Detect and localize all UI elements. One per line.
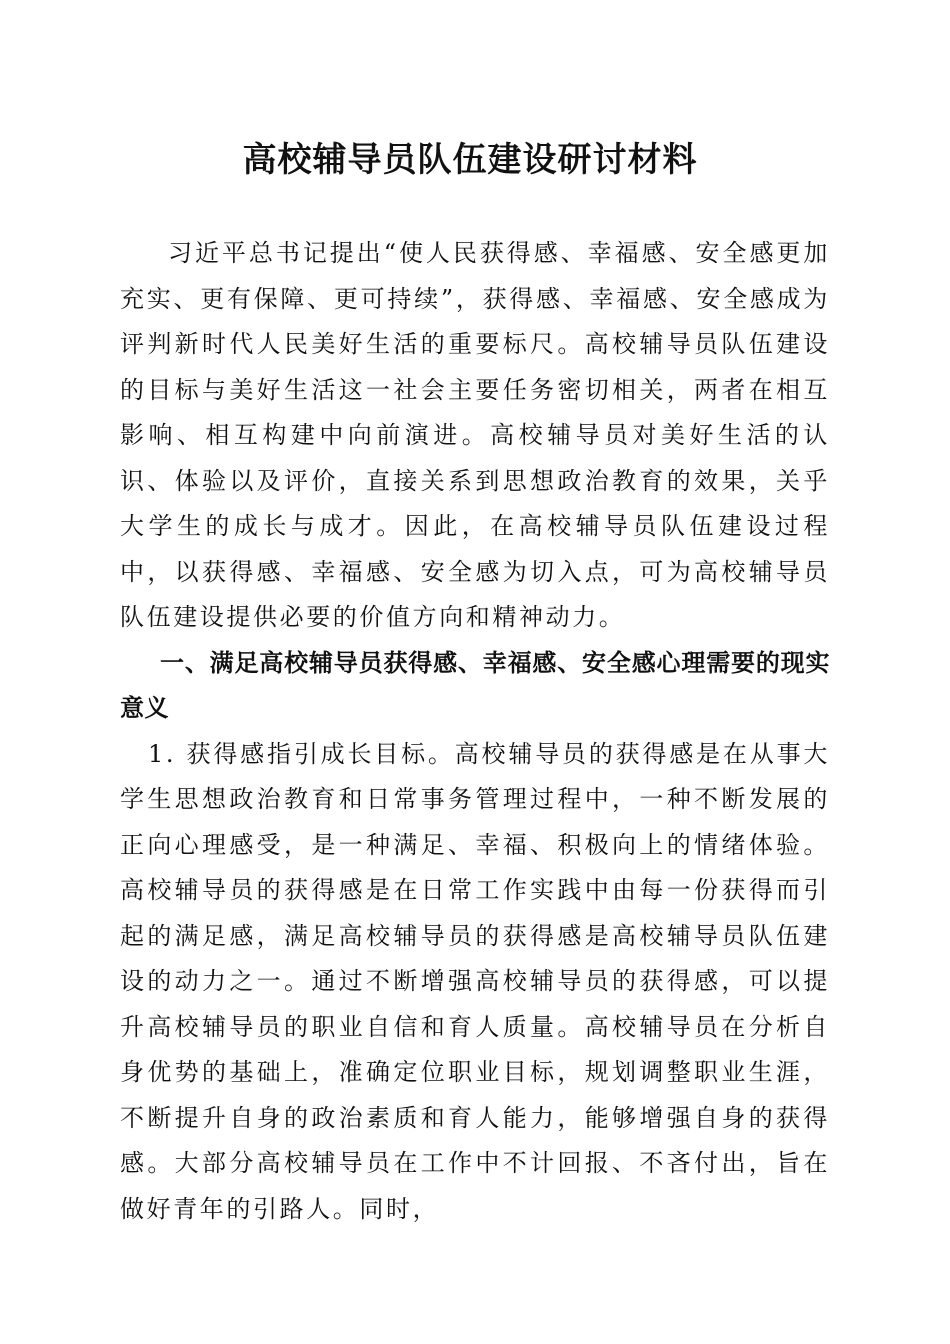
document-title: 高校辅导员队伍建设研讨材料 [242, 140, 698, 180]
section-1-item-1-paragraph: 1. 获得感指引成长目标。高校辅导员的获得感是在从事大学生思想政治教育和日常事务管理过程中，一种不断发展的正向心理感受，是一种满足、幸福、积极向上的情绪体验。高校辅导员的获得感是在日常工作实践中由每一份获得而引起的满足感，满足高校辅导员的获得感是高校辅导员队伍建设的动力之一。通过不断增强高校辅导员的获得感，可以提升高校辅导员的职业自信和育人质量。高校辅导员在分析自身优势的基础上，准确定位职业目标，规划调整职业生涯，不断提升自身的政治素质和育人能力，能够增强自身的获得感。大部分高校辅导员在工作中不计回报、不吝付出，旨在做好青年的引路人。同时， [120, 739, 830, 1223]
section-heading-1: 一、满足高校辅导员获得感、幸福感、安全感心理需要的现实意义 [120, 648, 830, 722]
document-body [120, 231, 830, 1232]
intro-paragraph: 习近平总书记提出“使人民获得感、幸福感、安全感更加充实、更有保障、更可持续”，获得感、幸福感、安全感成为评判新时代人民美好生活的重要标尺。高校辅导员队伍建设的目标与美好生活这一社会主要任务密切相关，两者在相互影响、相互构建中向前演进。高校辅导员对美好生活的认识、体验以及评价，直接关系到思想政治教育的效果，关乎大学生的成长与成才。因此，在高校辅导员队伍建设过程中，以获得感、幸福感、安全感为切入点，可为高校辅导员队伍建设提供必要的价值方向和精神动力。 [120, 239, 830, 631]
